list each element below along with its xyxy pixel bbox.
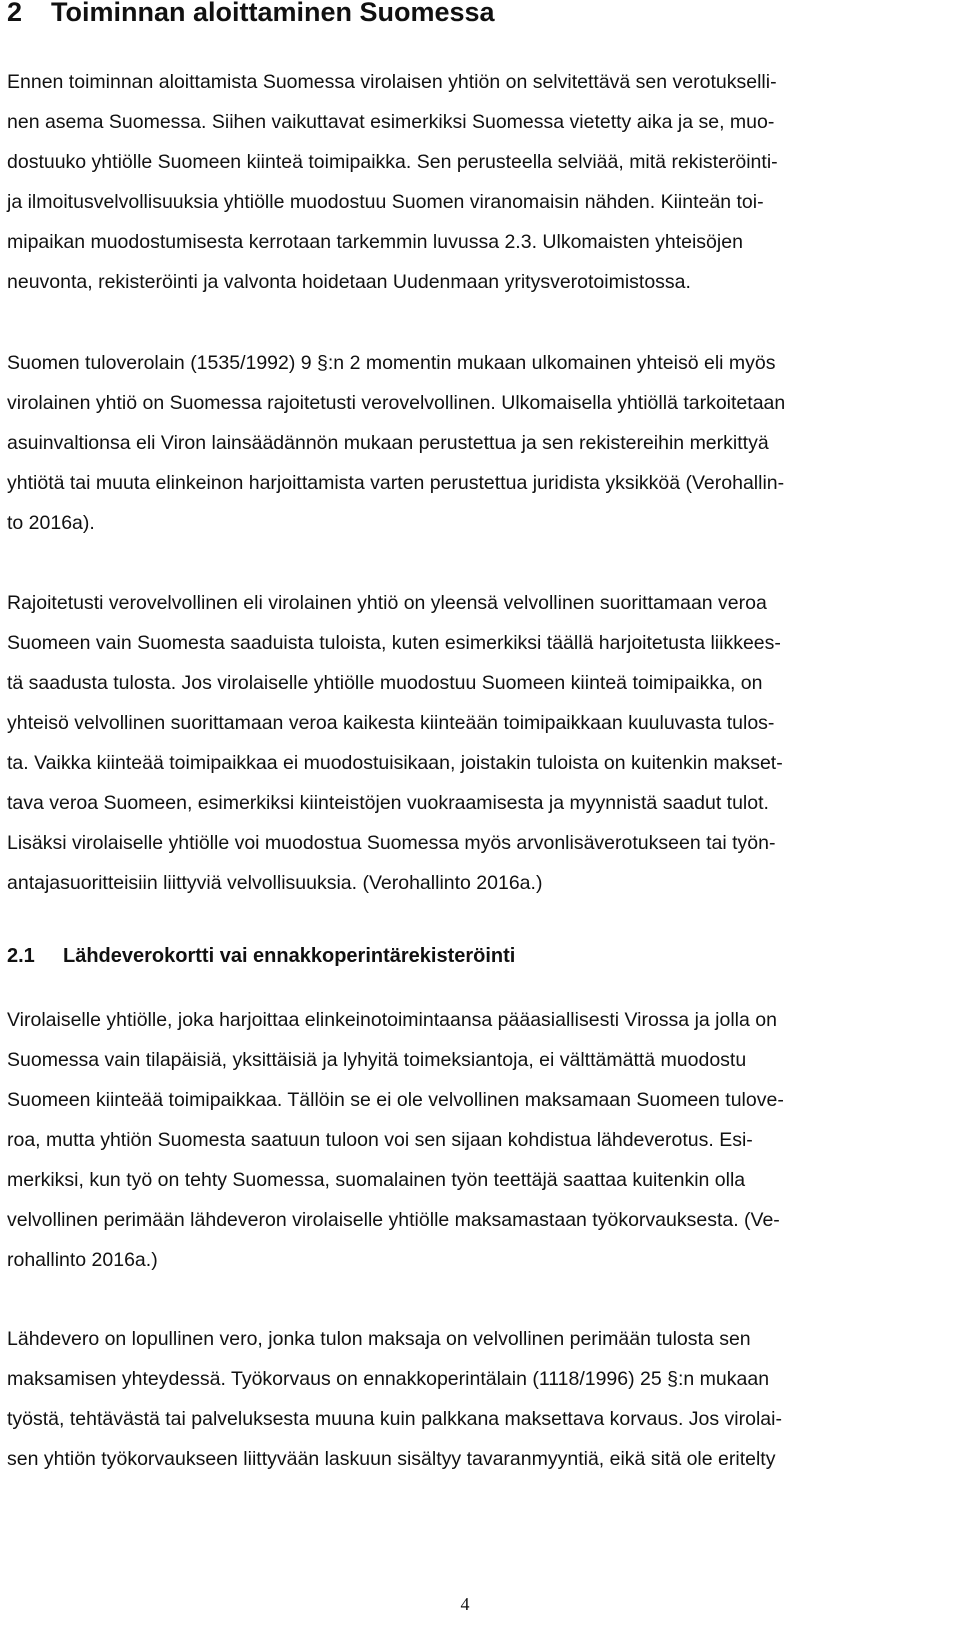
paragraph: [7, 583, 947, 903]
section-title: Toiminnan aloittaminen Suomessa: [51, 0, 495, 27]
text-line: Rajoitetusti verovelvollinen eli virolainen yhtiö on yleensä velvollinen suorittamaan veroa: [7, 592, 767, 614]
text-line: Suomen tuloverolain (1535/1992) 9 §:n 2 momentin mukaan ulkomainen yhteisö eli myös: [7, 352, 776, 374]
text-line: yhteisö velvollinen suorittamaan veroa kaikesta kiinteään toimipaikkaan kuuluvasta tulos-: [7, 712, 775, 734]
text-line: sen yhtiön työkorvaukseen liittyvään laskuun sisältyy tavaranmyyntiä, eikä sitä ole eritelty: [7, 1448, 776, 1470]
text-line: neuvonta, rekisteröinti ja valvonta hoidetaan Uudenmaan yritysverotoimistossa.: [7, 271, 691, 293]
text-line: yhtiötä tai muuta elinkeinon harjoittamista varten perustettua juridista yksikköä (Verohallin-: [7, 472, 785, 494]
text-line: rohallinto 2016a.): [7, 1249, 158, 1271]
text-line: nen asema Suomessa. Siihen vaikuttavat esimerkiksi Suomessa vietetty aika ja se, muo-: [7, 111, 775, 133]
text-line: Ennen toiminnan aloittamista Suomessa virolaisen yhtiön on selvitettävä sen verotukselli-: [7, 71, 777, 93]
text-line: maksamisen yhteydessä. Työkorvaus on ennakkoperintälain (1118/1996) 25 §:n mukaan: [7, 1368, 770, 1390]
text-line: ja ilmoitusvelvollisuuksia yhtiölle muodostuu Suomen viranomaisin nähden. Kiinteän toi-: [7, 191, 764, 213]
paragraph: [7, 343, 947, 543]
text-line: virolainen yhtiö on Suomessa rajoitetusti verovelvollinen. Ulkomaisella yhtiöllä tarkoitetaan: [7, 392, 786, 414]
text-line: asuinvaltionsa eli Viron lainsäädännön mukaan perustettua ja sen rekistereihin merkittyä: [7, 432, 769, 454]
text-line: Lisäksi virolaiselle yhtiölle voi muodostua Suomessa myös arvonlisäverotukseen tai työn-: [7, 832, 776, 854]
text-line: merkiksi, kun työ on tehty Suomessa, suomalainen työn teettäjä saattaa kuitenkin olla: [7, 1169, 746, 1191]
page-number: 4: [460, 1594, 470, 1614]
text-line: Virolaiselle yhtiölle, joka harjoittaa elinkeinotoimintaansa pääasiallisesti Virossa ja jolla on: [7, 1009, 777, 1031]
text-line: mipaikan muodostumisesta kerrotaan tarkemmin luvussa 2.3. Ulkomaisten yhteisöjen: [7, 231, 743, 253]
text-line: tä saadusta tulosta. Jos virolaiselle yhtiölle muodostuu Suomeen kiinteä toimipaikka, on: [7, 672, 763, 694]
subsection-title: Lähdeverokortti vai ennakkoperintärekisteröinti: [63, 945, 516, 967]
text-line: Suomessa vain tilapäisiä, yksittäisiä ja lyhyitä toimeksiantoja, ei välttämättä muodostu: [7, 1049, 747, 1071]
text-line: Suomeen vain Suomesta saaduista tuloista, kuten esimerkiksi täällä harjoitetusta liikkees-: [7, 632, 781, 654]
text-line: to 2016a).: [7, 512, 95, 534]
text-line: roa, mutta yhtiön Suomesta saatuun tuloon voi sen sijaan kohdistua lähdeverotus. Esi-: [7, 1129, 753, 1151]
paragraph: [7, 1319, 947, 1479]
text-line: Lähdevero on lopullinen vero, jonka tulon maksaja on velvollinen perimään tulosta sen: [7, 1328, 751, 1350]
text-line: Suomeen kiinteää toimipaikkaa. Tällöin se ei ole velvollinen maksamaan Suomeen tulove-: [7, 1089, 784, 1111]
text-line: ta. Vaikka kiinteää toimipaikkaa ei muodostuisikaan, joistakin tuloista on kuitenkin makset-: [7, 752, 783, 774]
text-line: työstä, tehtävästä tai palveluksesta muuna kuin palkkana maksettava korvaus. Jos virolai-: [7, 1408, 782, 1430]
text-line: tava veroa Suomeen, esimerkiksi kiinteistöjen vuokraamisesta ja myynnistä saadut tulot.: [7, 792, 769, 814]
subsection-heading: [7, 943, 515, 969]
paragraph: [7, 1000, 947, 1280]
subsection-number: 2.1: [7, 945, 35, 967]
text-line: velvollinen perimään lähdeveron virolaiselle yhtiölle maksamastaan työkorvauksesta. (Ve-: [7, 1209, 780, 1231]
text-line: antajasuoritteisiin liittyviä velvollisuuksia. (Verohallinto 2016a.): [7, 872, 543, 894]
section-heading: [7, 0, 495, 30]
paragraph: [7, 62, 947, 302]
text-line: dostuuko yhtiölle Suomeen kiinteä toimipaikka. Sen perusteella selviää, mitä rekisteröinti-: [7, 151, 778, 173]
section-number: 2: [7, 0, 23, 27]
